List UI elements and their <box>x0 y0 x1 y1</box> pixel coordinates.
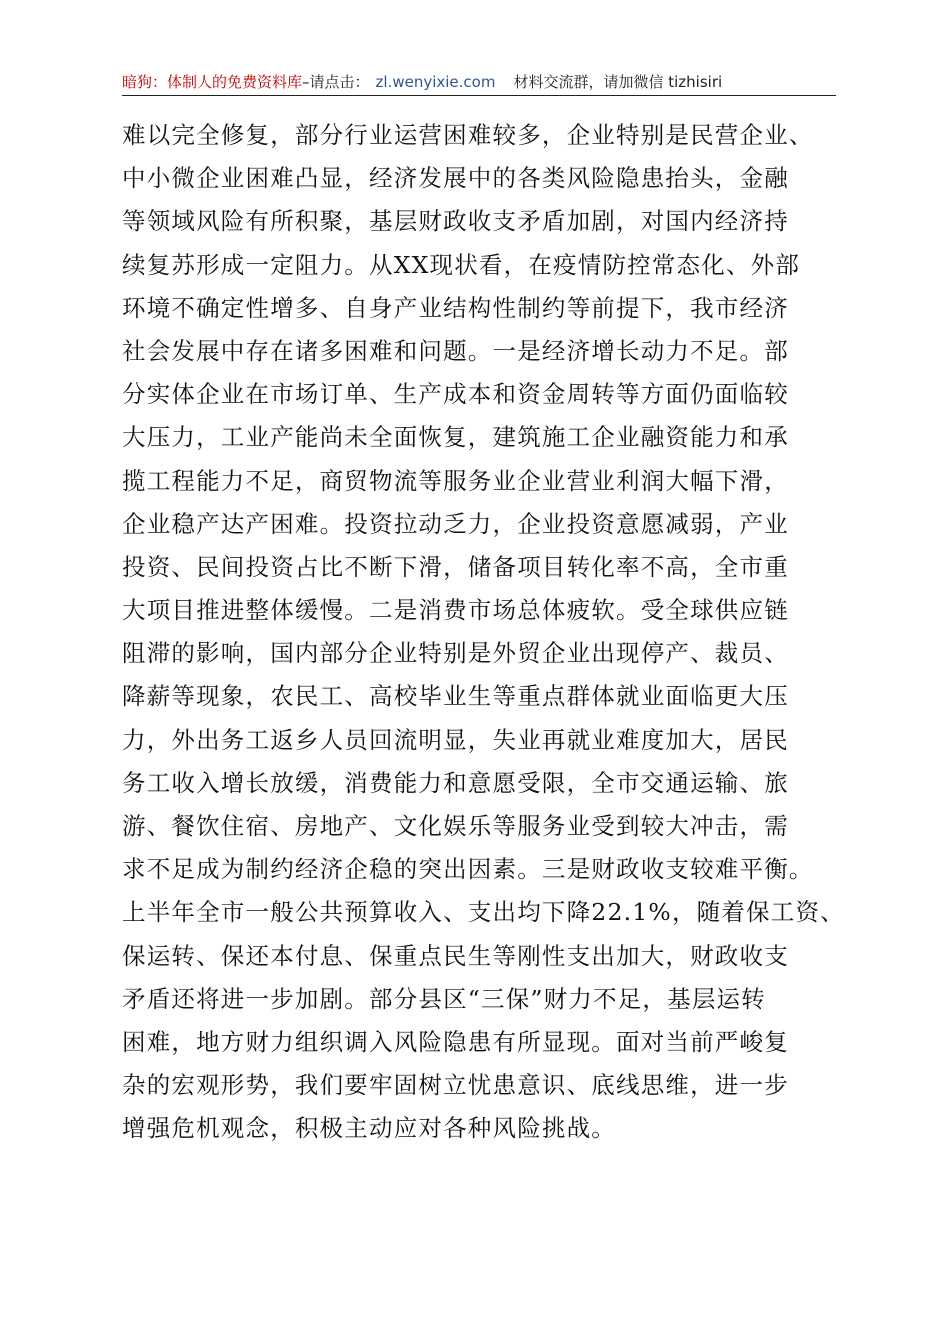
text-line: 揽工程能力不足，商贸物流等服务业企业营业利润大幅下滑， <box>122 466 789 495</box>
page-header <box>122 70 836 94</box>
document-body <box>122 114 845 1151</box>
header-brand: 暗狗：体制人的免费资料库 <box>122 73 303 91</box>
text-line: 困难，地方财力组织调入风险隐患有所显现。面对当前严峻复 <box>122 1027 789 1056</box>
text-line: 矛盾还将进一步加剧。部分县区“三保”财力不足，基层运转 <box>122 984 766 1013</box>
text-line: 大项目推进整体缓慢。二是消费市场总体疲软。受全球供应链 <box>122 596 789 625</box>
text-line: 大压力，工业产能尚未全面恢复，建筑施工企业融资能力和承 <box>122 423 789 452</box>
text-line: 游、餐饮住宿、房地产、文化娱乐等服务业受到较大冲击，需 <box>122 812 789 840</box>
text-line: 增强危机观念，积极主动应对各种风险挑战。 <box>122 1114 616 1143</box>
text-line: 杂的宏观形势，我们要牢固树立忧患意识、底线思维，进一步 <box>122 1071 789 1100</box>
header-prompt: –请点击： <box>302 73 370 91</box>
text-line: 力，外出务工返乡人员回流明显，失业再就业难度加大，居民 <box>122 725 789 754</box>
text-line: 保运转、保还本付息、保重点民生等刚性支出加大，财政收支 <box>122 941 789 970</box>
text-line: 务工收入增长放缓，消费能力和意愿受限，全市交通运输、旅 <box>122 768 789 797</box>
header-contact: 材料交流群，请加微信 tizhisiri <box>513 73 723 91</box>
header-link[interactable]: zl.wenyixie.com <box>375 73 496 91</box>
text-line: 等领域风险有所积聚，基层财政收支矛盾加剧，对国内经济持 <box>122 207 789 236</box>
text-line: 上半年全市一般公共预算收入、支出均下降22.1%，随着保工资、 <box>122 898 845 927</box>
text-line: 难以完全修复，部分行业运营困难较多，企业特别是民营企业、 <box>122 121 814 149</box>
text-line: 投资、民间投资占比不断下滑，储备项目转化率不高，全市重 <box>122 552 789 581</box>
text-line: 环境不确定性增多、自身产业结构性制约等前提下，我市经济 <box>122 293 789 322</box>
text-line: 中小微企业困难凸显，经济发展中的各类风险隐患抬头，金融 <box>122 164 789 193</box>
text-line: 续复苏形成一定阻力。从XX现状看，在疫情防控常态化、外部 <box>122 250 801 279</box>
text-line: 求不足成为制约经济企稳的突出因素。三是财政收支较难平衡。 <box>122 855 814 884</box>
text-line: 阻滞的影响，国内部分企业特别是外贸企业出现停产、裁员、 <box>122 639 789 668</box>
text-line: 降薪等现象，农民工、高校毕业生等重点群体就业面临更大压 <box>122 682 789 711</box>
text-line: 社会发展中存在诸多困难和问题。一是经济增长动力不足。部 <box>122 336 789 365</box>
text-line: 分实体企业在市场订单、生产成本和资金周转等方面仍面临较 <box>122 380 789 409</box>
text-line: 企业稳产达产困难。投资拉动乏力，企业投资意愿减弱，产业 <box>122 509 789 538</box>
header-divider <box>122 95 836 96</box>
